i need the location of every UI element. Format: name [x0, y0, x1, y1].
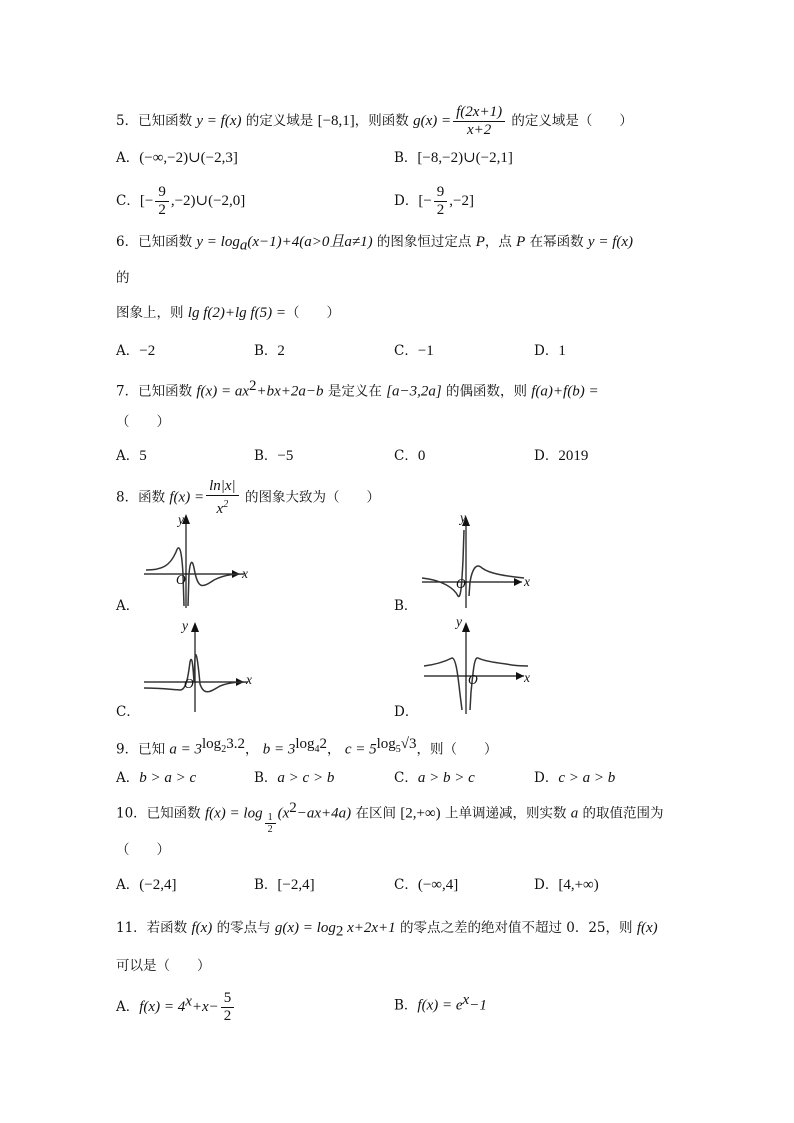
q5-option-b[interactable]: B．[−8,−2)∪(−2,1] [394, 150, 513, 166]
q6-stem-line2: 的 [116, 270, 130, 286]
q8-graph-b: y x O [418, 510, 538, 610]
q6-option-b[interactable]: B．2 [254, 343, 285, 359]
q11-option-b[interactable]: B．$f(x) = e^x-1$ [394, 992, 487, 1014]
q9-option-b[interactable]: B．a > c > b [254, 770, 335, 786]
q8-fraction: $\frac{\ln|x|}{x^2}$ [206, 478, 239, 518]
q7-option-d[interactable]: D．2019 [534, 448, 589, 464]
q8-graph-d: y x O [420, 614, 540, 718]
q8-stem: 8．函数 f(x) = $\frac{\ln|x|}{x^2}$ 的图象大致为（ ） [116, 478, 380, 517]
q11-stem-line2: 可以是（ ） [116, 958, 211, 974]
q7-option-b[interactable]: B．−5 [254, 448, 294, 464]
q8-graph-c: y x O [140, 618, 260, 714]
q6-option-a[interactable]: A．−2 [116, 343, 156, 359]
q10-option-c[interactable]: C．(−∞,4] [394, 877, 459, 893]
q6-stem-line1: 6．已知函数 $y = \log_a(x-1)+4(a>0$且a≠1) 的图象恒过定点 P，点 P 在幂函数 y = f(x) [116, 234, 634, 254]
q5-stem: 5．已知函数 y = f(x) 的定义域是 [−8,1]，则函数 g(x) = $\frac{f(2x+1)}{x+2}$ 的定义域是（ ） [116, 104, 633, 138]
q11-stem-line1: 11．若函数 f(x) 的零点与 $g(x) = \log_2 x+2x+1$ 的零点之差的绝对值不超过 0．25，则 f(x) [116, 920, 658, 940]
q10-option-a[interactable]: A．(−2,4] [116, 877, 177, 893]
q10-option-b[interactable]: B．[−2,4] [254, 877, 315, 893]
q8-graph-a: y x O [140, 512, 260, 612]
q10-stem: 10．已知函数 f(x) = log $\frac{1}{2}$ $(x^2-ax+4a)$ 在区间 [2,+∞) 上单调递减，则实数 a 的取值范围为 [116, 800, 664, 835]
q8-option-d[interactable]: D． [394, 704, 419, 720]
q6-stem-line3: 图象上，则 lg f(2)+lg f(5) =（ ） [116, 305, 340, 321]
q5-f-expr: y = f(x) [196, 113, 242, 129]
q5-option-c[interactable]: C．[− $\frac{9}{2}$ ,−2)∪(−2,0] [116, 184, 246, 218]
q5-g-fraction: $\frac{f(2x+1)}{x+2}$ [453, 104, 505, 139]
q7-option-c[interactable]: C．0 [394, 448, 426, 464]
q9-option-c[interactable]: C．a > b > c [394, 770, 475, 786]
q6-option-c[interactable]: C．−1 [394, 343, 434, 359]
q5-option-a[interactable]: A．(−∞,−2)∪(−2,3] [116, 150, 238, 166]
q8-option-c[interactable]: C． [116, 704, 140, 720]
q5-g-lhs: g(x) = [413, 113, 452, 129]
q6-option-d[interactable]: D．1 [534, 343, 566, 359]
q8-option-a[interactable]: A． [116, 598, 140, 614]
q7-stem-line1: 7．已知函数 $f(x) = ax^2+bx+2a-b$ 是定义在 [a−3,2a] 的偶函数，则 f(a)+f(b) = [116, 378, 599, 400]
q9-stem: 9．已知 $a = 3^{log_23.2}$， $b = 3^{log_42}$， $c = 5^{log_5√3}$，则（ ） [116, 736, 498, 758]
q9-option-d[interactable]: D．c > a > b [534, 770, 616, 786]
q9-option-a[interactable]: A．b > a > c [116, 770, 197, 786]
q7-stem-line2: （ ） [116, 414, 170, 430]
q8-option-b[interactable]: B． [394, 598, 418, 614]
q7-option-a[interactable]: A．5 [116, 448, 147, 464]
q5-option-d[interactable]: D．[− $\frac{9}{2}$ ,−2] [394, 184, 475, 218]
q10-option-d[interactable]: D．[4,+∞) [534, 877, 599, 893]
q10-stem-line2: （ ） [116, 842, 170, 858]
q11-option-a[interactable]: A．$f(x) = 4^x+x-$ $\frac{5}{2}$ [116, 990, 236, 1025]
q5-domain: [−8,1] [317, 113, 355, 129]
